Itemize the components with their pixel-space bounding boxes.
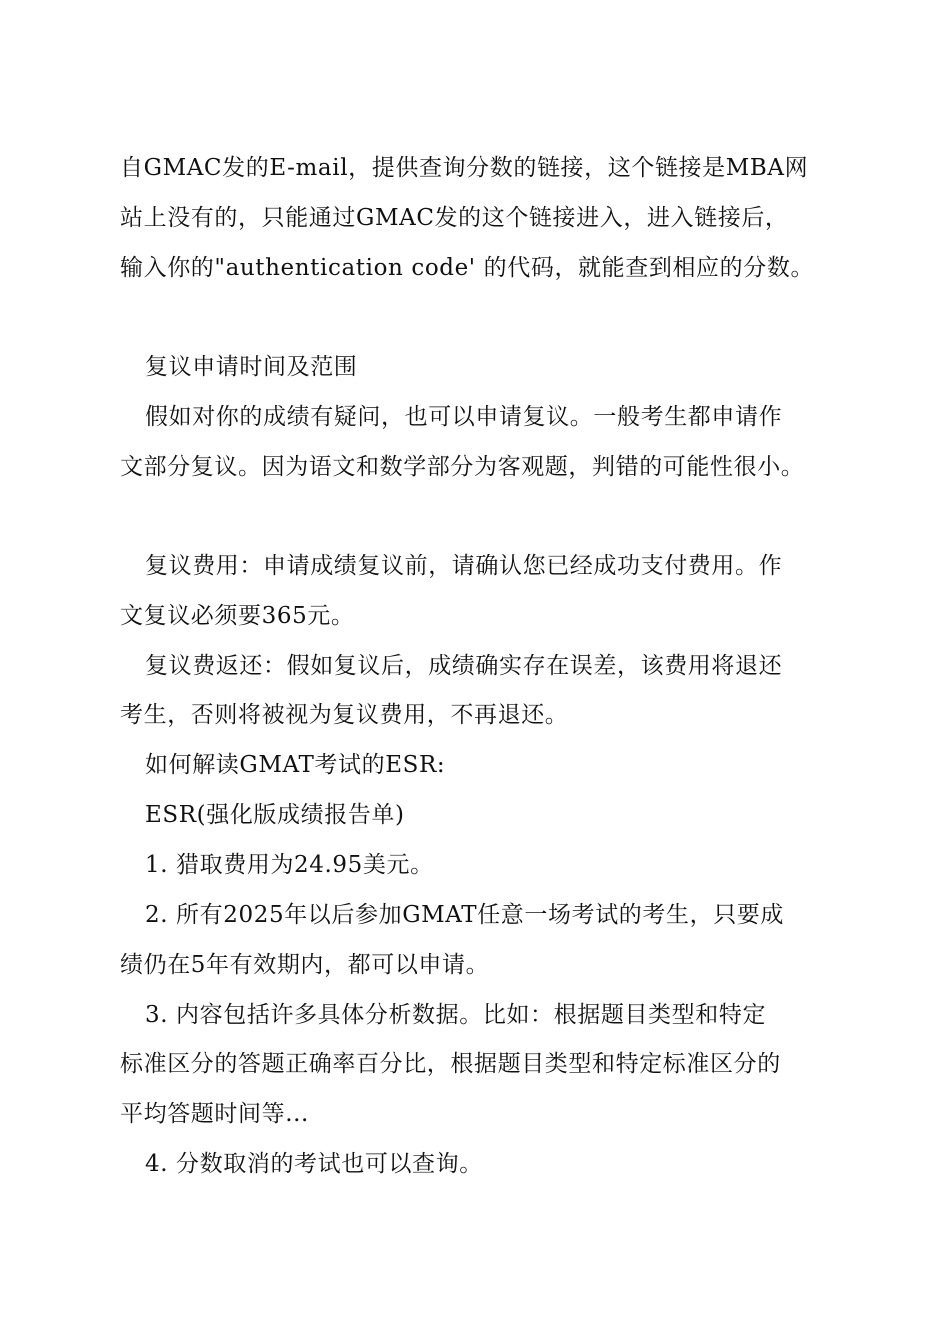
- list-item: 3. 内容包括许多具体分析数据。比如：根据题目类型和特定: [145, 1002, 767, 1028]
- list-item: 1. 猎取费用为24.95美元。: [145, 852, 434, 878]
- paragraph-line: 假如对你的成绩有疑问，也可以申请复议。一般考生都申请作: [145, 404, 783, 430]
- paragraph-line: 自GMAC发的E-mail，提供查询分数的链接，这个链接是MBA网: [120, 155, 809, 181]
- esr-subtitle: ESR(强化版成绩报告单): [145, 802, 405, 828]
- section-heading-review: 复议申请时间及范围: [145, 354, 358, 380]
- paragraph-line: 文部分复议。因为语文和数学部分为客观题，判错的可能性很小。: [120, 454, 805, 480]
- list-item: 4. 分数取消的考试也可以查询。: [145, 1151, 483, 1177]
- paragraph-line: 考生，否则将被视为复议费用，不再退还。: [120, 702, 569, 728]
- paragraph-line: 站上没有的，只能通过GMAC发的这个链接进入，进入链接后，: [120, 205, 789, 231]
- section-heading-esr: 如何解读GMAT考试的ESR:: [145, 752, 446, 778]
- list-item-continuation: 平均答题时间等...: [120, 1101, 309, 1127]
- paragraph-line: 文复议必须要365元。: [120, 603, 355, 629]
- paragraph-line: 复议费用：申请成绩复议前，请确认您已经成功支付费用。作: [145, 553, 783, 579]
- paragraph-line: 输入你的"authentication code' 的代码，就能查到相应的分数。: [120, 255, 815, 281]
- paragraph-line: 复议费返还：假如复议后，成绩确实存在误差，该费用将退还: [145, 653, 783, 679]
- list-item: 2. 所有2025年以后参加GMAT任意一场考试的考生，只要成: [145, 902, 785, 928]
- list-item-continuation: 标准区分的答题正确率百分比，根据题目类型和特定标准区分的: [120, 1051, 781, 1077]
- list-item-continuation: 绩仍在5年有效期内，都可以申请。: [120, 952, 490, 978]
